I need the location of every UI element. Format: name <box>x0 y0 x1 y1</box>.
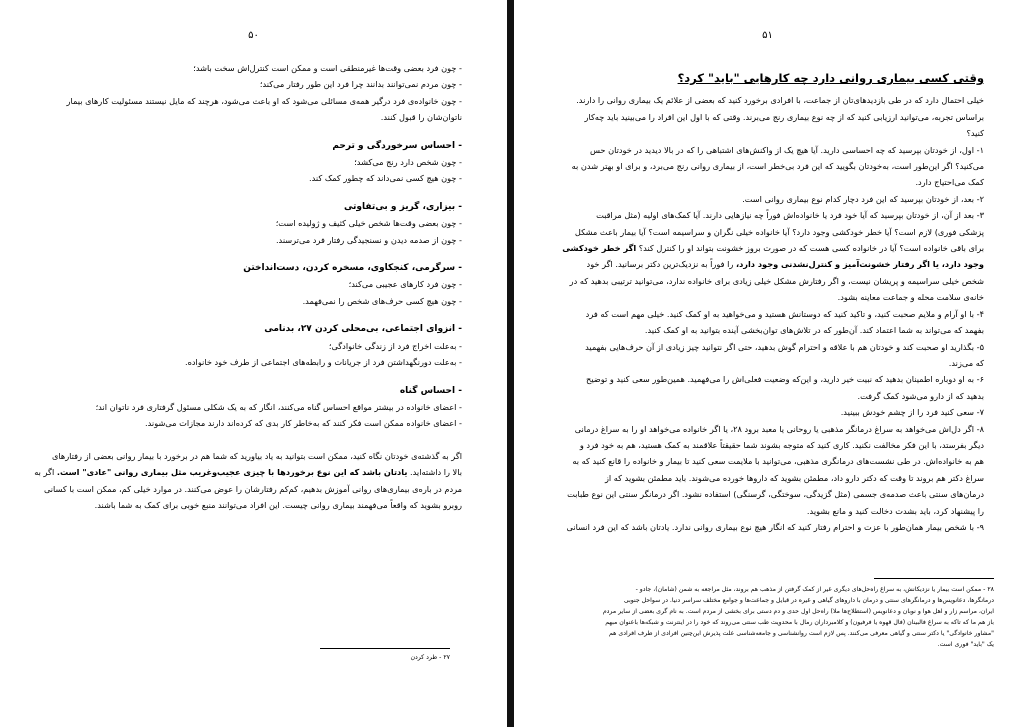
footnote-right <box>554 584 994 650</box>
footnote-line: باز هم ما که تاکه به سراغ فالبینان (فال قهوه یا فرفیون) و کلامبرداران رمال با محدویت طب سنتی می‌روند که خود را در اینترنت و شبکه‌ها باعنوان مبهم <box>605 619 994 626</box>
section-line: - چون بعضی وقت‌ها شخص خیلی کثیف و ژولیده است؛ <box>275 218 462 229</box>
closing-line: روبرو بشوید که واقعاً می‌فهمند بیماری روانی چیست. این افراد می‌توانند منبع خوبی برای کمک به شما باشند. <box>94 499 462 510</box>
body-line: سراغ دکتر هم بروند تا وقت که دکتر دارو داد، مطمئن بشوید که داروها خورده می‌شوند. باید مطمئن بشوید که از <box>604 472 984 483</box>
bold-text: وجود دارد، یا اگر رفتار خشونت‌آمیز و کنترل‌نشدنی وجود دارد، <box>735 259 984 270</box>
footnote-divider <box>874 578 994 579</box>
footnote-divider <box>320 648 450 649</box>
section-line: - چون از صدمه دیدن و نسنجیدگی رفتار فرد می‌ترسند. <box>275 234 462 245</box>
section-line: - اعضای خانواده ممکن است فکر کنند که به‌خاطر کار بدی که کرده‌اند دارند مجازات می‌شوند. <box>145 418 462 429</box>
footnote-line: ایران، مراسم زار و اهل هوا و نوبان و دعانویس (استطلاح‌ها ملا) راه‌حل اول حدی و دم دستی برای بخشی از مردم است. به نام گری بعضی از سایر مردم <box>602 608 994 615</box>
section-line: - به‌علت اخراج فرد از زندگی خانوادگی؛ <box>328 340 462 351</box>
footnote-line: ۲۸ - ممکن است بیمار یا نزدیکانش، به سراغ راه‌حل‌های دیگری غیر از کمک گرفتن از مذهب هم بروند، مثل مراجعه به شمن (شامان)، جادو - <box>635 586 994 593</box>
body-line: می‌کنید؟ اگر این‌طور است، به‌خودتان بگویید که این فرد بی‌خطر است، از بیماری روانی رنج می‌برد، و برای او بهتر شدن به <box>571 161 984 172</box>
intro-line: - چون مردم نمی‌توانند بدانند چرا فرد این طور رفتار می‌کند؛ <box>259 79 462 90</box>
right-page <box>514 0 1021 727</box>
body-text: برای باقی خانواده است؟ آیا در خانواده کسی هست که در صورت بروز خشونت بتواند او را کنترل کند؟ <box>638 243 984 254</box>
intro-line: - چون فرد بعضی وقت‌ها غیرمنطقی است و ممکن است کنترل‌اش سخت باشد؛ <box>193 63 462 73</box>
body-line: ۳- بعد از آن، از خودتان بپرسید که آیا خود فرد یا خانواده‌اش فوراً چه نیازهایی دارند. آیا کمک‌های اولیه (مثل مراقبت <box>596 210 984 221</box>
body-line: براساس تجربه، می‌توانید ارزیابی کنید که از چه نوع بیماری رنج می‌برند. وقتی که با اول این افراد را می‌بینید باید چه‌کار <box>584 111 984 122</box>
section-line: - به‌علت دورنگهداشتن فرد از جریانات و رابطه‌های اجتماعی از طرف خود خانواده. <box>185 357 462 368</box>
closing-tail: اگر به <box>34 467 55 478</box>
body-line: کنید؟ <box>966 128 984 139</box>
page-number-left: ۵۰ <box>248 30 259 41</box>
body-line: بفهمد که می‌تواند به شما اعتماد کند. آن‌طور که در تلاش‌های توان‌بخشی آینده بتوانید به او کمک کنید. <box>644 325 984 336</box>
body-line: ۷- سعی کنید فرد را از چشم خودش ببینید. <box>840 407 984 418</box>
body-text: را فوراً به نزدیک‌ترین دکتر برسانید. اگر خود <box>586 259 734 270</box>
closing-line: مردم در باره‌ی بیماری‌های روانی آموزش بدهیم، کم‌کم رفتارشان را عوض می‌کنند. در موارد خیلی کم، ممکن است با کسانی <box>43 483 462 494</box>
body-line-with-bold <box>554 256 984 272</box>
footnote-line: یک "باید" فوری است. <box>937 641 994 648</box>
body-line: ۱- اول، از خودتان بپرسید که چه احساسی دارید. آیا هیچ یک از واکنش‌های اشتباهی را که در بالا دیدید در خودتان حس <box>589 144 984 155</box>
page-gutter <box>507 0 514 727</box>
body-line: ۲- بعد، از خودتان بپرسید که این فرد دچار کدام نوع بیماری روانی است. <box>742 193 984 204</box>
body-line: پزشکی فوری) لازم است؟ آیا خطر خودکشی وجود دارد؟ آیا خانواده خیلی نگران و سراسیمه است؟ آیا بیمار باعث مشکل <box>574 226 984 237</box>
footnote-left: ۲۷ - طرد کردن <box>410 654 450 661</box>
page-number-right: ۵۱ <box>762 30 773 41</box>
closing-plain: بالا را داشته‌اید. <box>410 467 462 478</box>
body-line: ۹- با شخص بیمار همان‌طور با عزت و احترام رفتار کنید که انگار هیچ نوع بیماری روانی ندارد. یادتان باشد که این فرد انسانی <box>566 521 984 532</box>
intro-line: - چون خانواده‌ی فرد درگیر همه‌ی مسائلی می‌شود که او باعث می‌شود، هرچند که مایل نیستند مسئولیت کارهای بیمار <box>66 95 462 106</box>
body-line: خانه‌ی سلامت محله و جماعت معاینه بشود. <box>837 292 984 303</box>
body-line: ۸- اگر دل‌اش می‌خواهد به سراغ درمانگر مذهبی یا روحانی یا معبد برود ۲۸، یا اگر خانواده می‌خواهد او را به سراغ درمانی <box>574 423 984 434</box>
section-heading: - انزوای اجتماعی، بی‌محلی کردن ۲۷، بدنامی <box>264 324 462 335</box>
body-line: دیگر بفرستد، با این فکر مخالفت نکنید. کاری کنید که متوجه بشوند شما حقیقتاً علاقمند به کمک هستید، هم به خود فرد و <box>579 439 984 450</box>
body-line: را پیشنهاد کرد، باید بشدت دخالت کنید و مانع بشوید. <box>806 505 984 516</box>
bold-text: اگر خطر خودکشی <box>562 243 637 254</box>
section-heading: - احساس سرخوردگی و ترحم <box>332 140 462 151</box>
section-heading: - سرگرمی، کنجکاوی، مسخره کردن، دست‌انداختن <box>243 263 462 274</box>
closing-bold: یادتان باشد که این نوع برخوردها با چیزی عجیب‌وغریب مثل بیماری روانی "عادی" است. <box>56 467 408 478</box>
section-line: - چون هیچ کسی حرف‌های شخص را نمی‌فهمد. <box>302 295 462 306</box>
closing-line: اگر به گذشته‌ی خودتان نگاه کنید، ممکن است بتوانید به یاد بیاورید که شما هم در برخورد با بیمار روانی بعضی از رفتارهای <box>52 450 462 461</box>
page-title: وقتی کسی بیماری روانی دارد چه کارهایی "باید" کرد؟ <box>677 71 984 85</box>
intro-line: ناتوان‌شان را قبول کنند. <box>380 112 462 123</box>
body-line: ۶- به او دوباره اطمینان بدهید که نبیت خیر دارید، و این‌که وضعیت فعلی‌اش را می‌فهمید. همین‌طور سعی کنید و توضیح <box>586 374 984 385</box>
section-line: - چون شخص دارد رنج می‌کشد؛ <box>354 157 462 168</box>
section-line: - اعضای خانواده در بیشتر مواقع احساس گناه می‌کنند، انگار که به یک شکلی مسئول گرفتاری فرد ناتوان اند؛ <box>95 401 462 412</box>
body-line: هم به خانواده‌اش. در طی نشست‌های درمانگری مذهبی، می‌توانید با ملایمت سعی کنید تا بیمار و خانواده را قانع کنید که به <box>572 456 984 467</box>
section-heading: - بیزاری، گریز و بی‌تفاوتی <box>343 201 462 212</box>
left-page <box>0 0 507 727</box>
section-line: - چون هیچ کسی نمی‌داند که چطور کمک کند. <box>309 173 462 184</box>
section-line: - چون فرد کارهای عجیبی می‌کند؛ <box>348 279 462 290</box>
body-line: ۵- بگذارید او صحبت کند و خودتان هم با علاقه و احترام گوش بدهید، حتی اگر نتوانید چیز زیادی از آن حرف‌هایی بفهمید <box>585 341 984 352</box>
body-line: که می‌زند. <box>948 357 984 368</box>
body-line: کمک می‌احتیاج دارد. <box>915 177 984 188</box>
body-line: درمان‌های سنتی باعث صدمه‌ی جسمی (مثل گزیدگی، سوختگی، گرسنگی) استفاده نشود. اگر درمانگر سنتی این نوع طبابت <box>567 489 984 500</box>
body-line: بدهید که از دارو می‌شود کمک گرفت. <box>857 390 984 401</box>
body-line: شخص خیلی سراسیمه و پریشان نیست، و اگر رفتارش مشکل خیلی زیادی برای خانواده ندارد، می‌توانید ترتیبی بدهید که در <box>569 275 984 286</box>
footnote-line: درمانگرها، دعانویس‌ها و درمانگرهای سنتی و درمان با داروهای گیاهی و غیره در قبایل و جماعت‌ها و جوامع مختلف سراسر دنیا. در سواحل جنوبی <box>623 597 994 604</box>
body-line-with-bold <box>554 240 984 256</box>
left-page-body <box>34 60 462 513</box>
closing-line-2 <box>34 464 462 480</box>
right-page-body <box>554 70 984 535</box>
body-line: ۴- با او آرام و ملایم صحبت کنید، و تاکید کنید که دوستانش هستید و می‌خواهید به او کمک کنید. خیلی مهم است که فرد <box>585 308 984 319</box>
body-line: خیلی احتمال دارد که در طی بازدیدهای‌تان از جماعت، با افرادی برخورد کنید که بعضی از علائم یک بیماری روانی را دارند. <box>576 95 984 106</box>
footnote-line: "مشاور خانوادگی" یا دکتر سنتی و گیاهی معرفی می‌کنند. پس لازم است روانشناسی و جامعه‌شناسی علت پذیرش این‌چنین افرادی از طرف افرادی هم <box>609 630 994 637</box>
section-heading: - احساس گناه <box>399 385 462 396</box>
